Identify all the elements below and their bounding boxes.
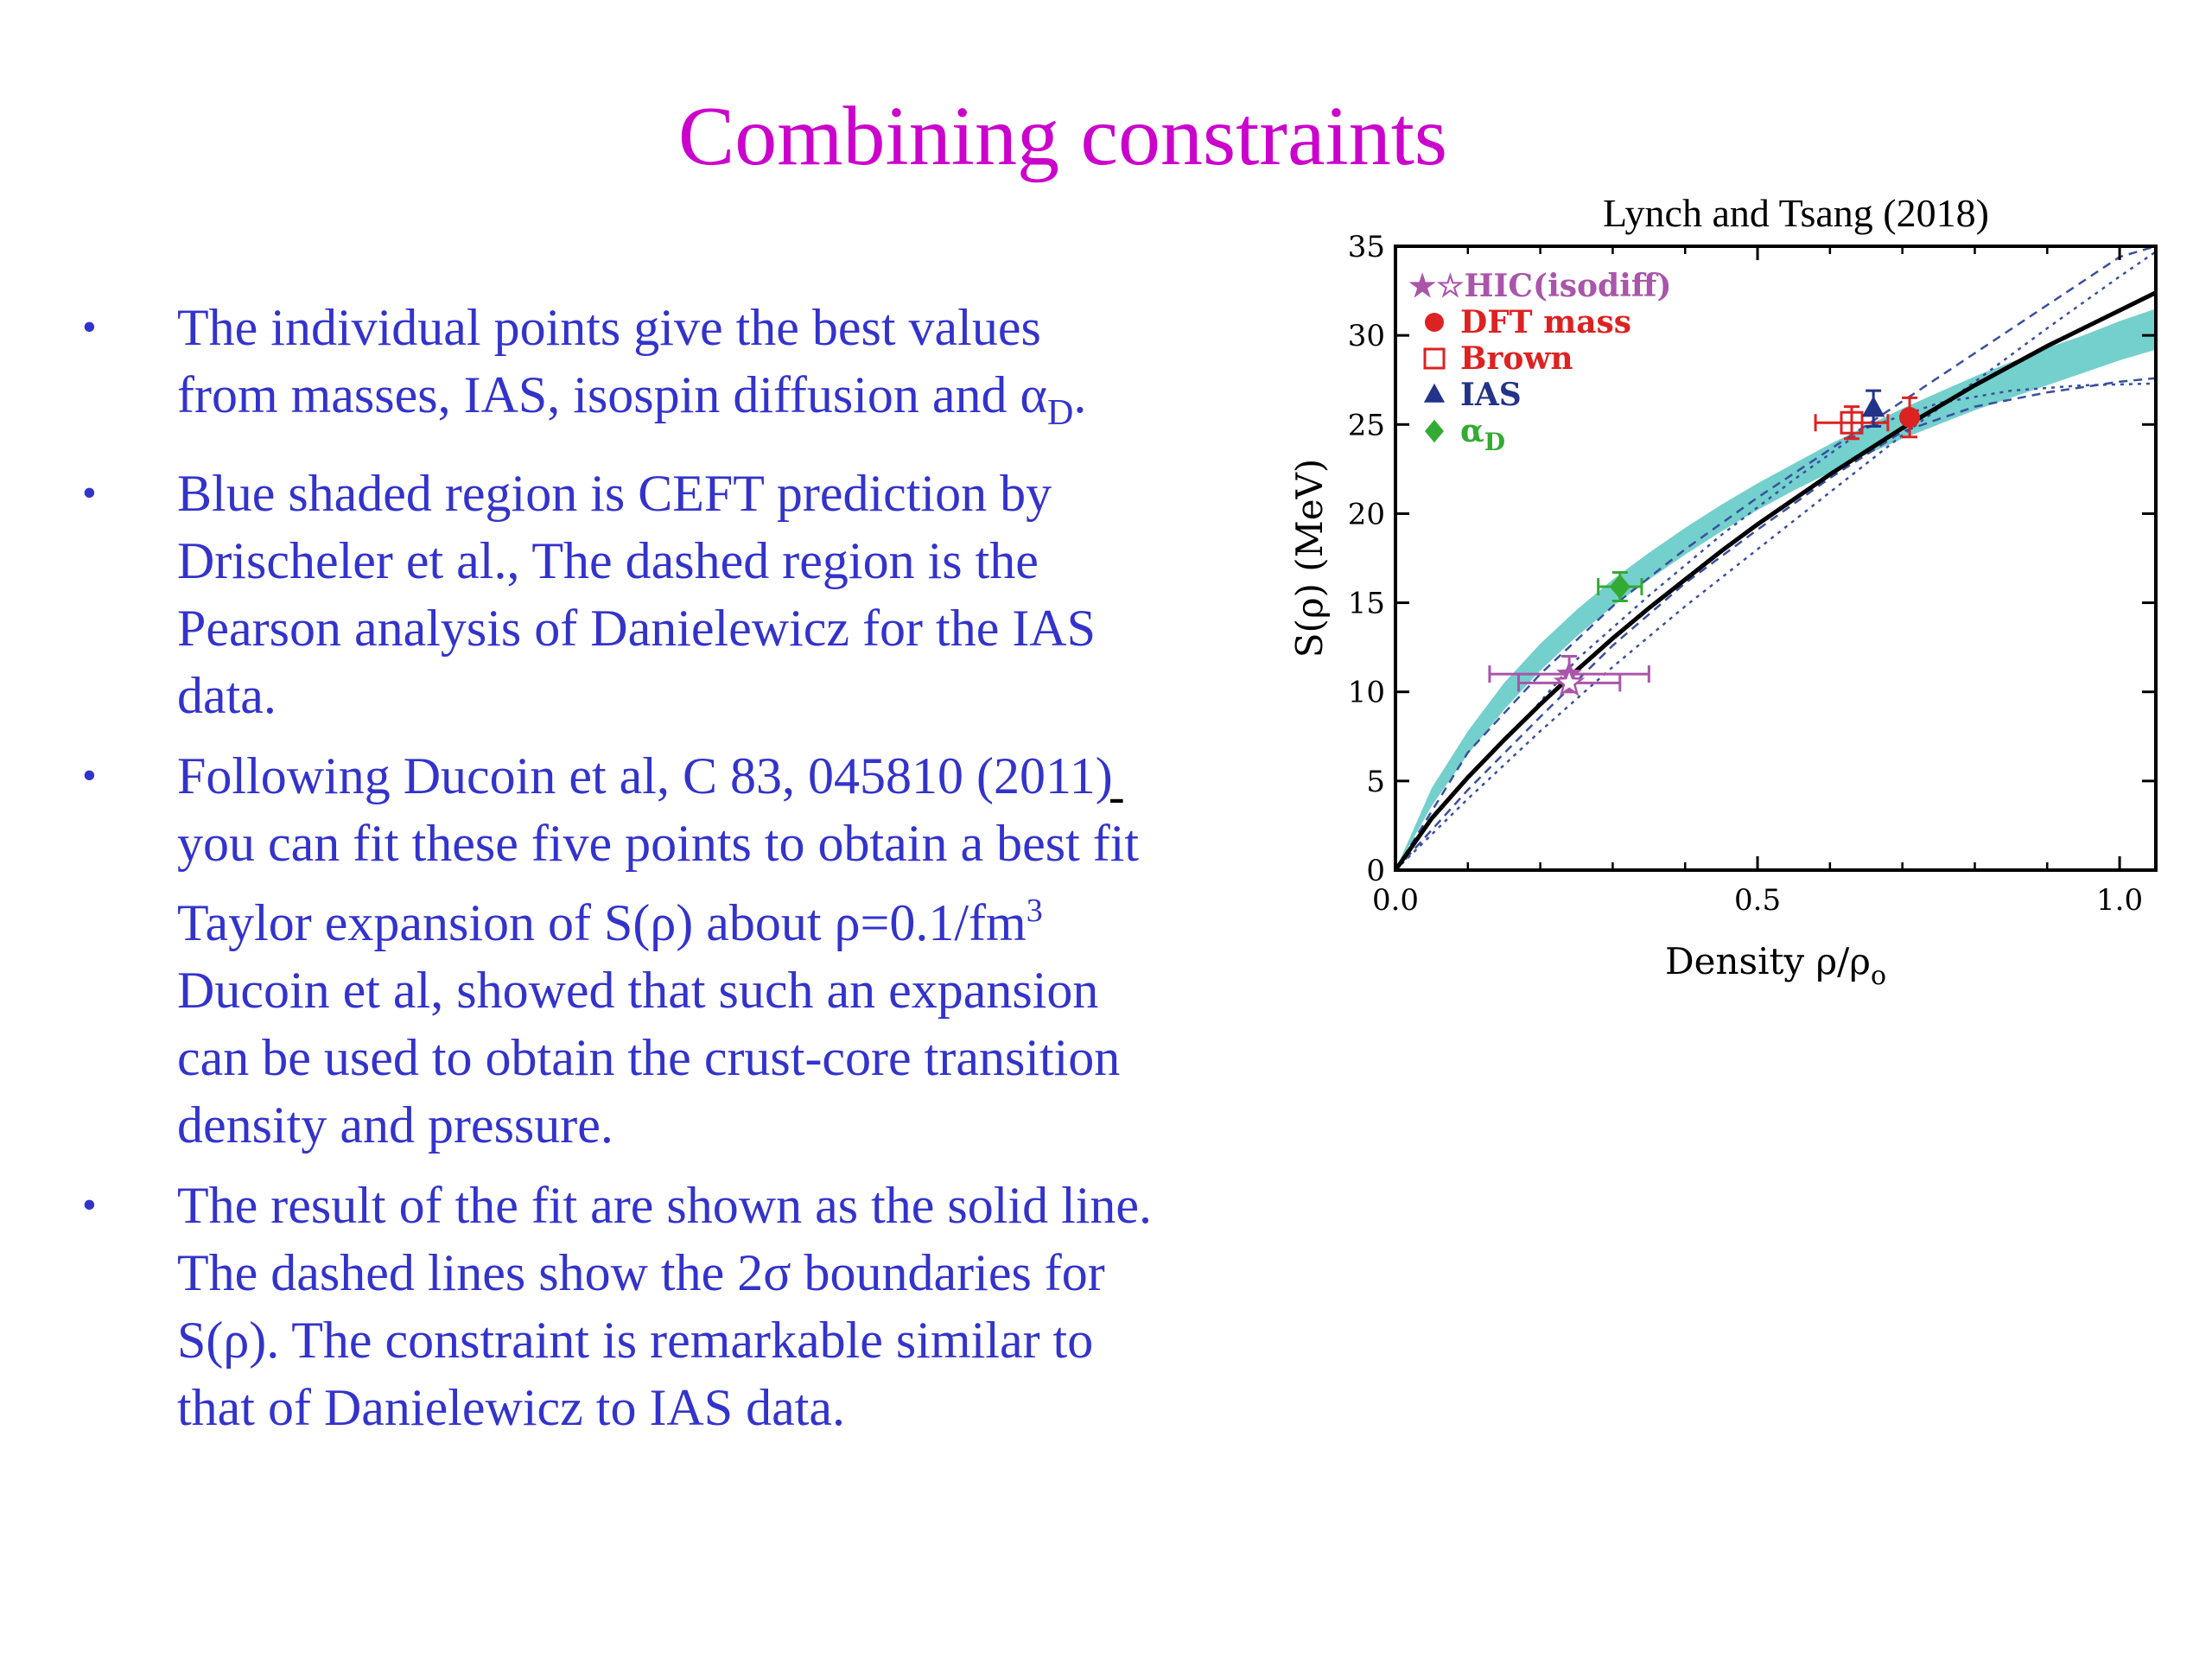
point-marker-circle [1425, 313, 1444, 332]
x-axis-label-subscript: o [1871, 961, 1887, 991]
chart-citation: Lynch and Tsang (2018) [1603, 191, 1989, 235]
bullet-text-end: . [1073, 366, 1087, 423]
bullet-item [82, 742, 1154, 1159]
x-axis-label: Density $\rho/\rho_o$ [1664, 940, 1887, 991]
symmetry-energy-chart [1253, 216, 2186, 994]
legend-label: ★☆HIC(isodiff) [1408, 268, 1672, 304]
bullet-superscript: 3 [1026, 893, 1043, 929]
x-tick-label: 0.0 [1371, 883, 1420, 918]
legend-label-subscript: D [1484, 428, 1505, 456]
bullet-list [82, 294, 1154, 1454]
bullet-glyph: • [82, 1182, 97, 1228]
bullet-item [82, 294, 1154, 447]
y-axis-label: S(ρ) (MeV) [1288, 458, 1331, 658]
bullet-text: The individual points give the best values from masses, IAS, isospin diffusion and α [177, 299, 1047, 423]
legend-label: DFT mass [1460, 304, 1632, 340]
y-tick-label: 30 [1347, 319, 1385, 354]
bullet-text: The result of the fit are shown as the solid line. The dashed lines show the 2σ boundaries for S(ρ). The constraint is remarkable similar to that of Danielewicz to IAS data. [177, 1177, 1153, 1436]
point-marker-circle [1899, 407, 1920, 428]
bullet-text: Blue shaded region is CEFT prediction by Drischeler et al., The dashed region is the Pearson analysis of Danielewicz for the IAS data. [177, 465, 1096, 724]
bullet-text: Following Ducoin et al, C 83, 045810 (2011) you can fit these five points to obtain a best fit Taylor expansion of S(ρ) about ρ=0.1/fm [177, 747, 1140, 951]
bullet-glyph: • [82, 470, 97, 516]
bullet-item [82, 460, 1154, 729]
x-tick-label: 1.0 [2096, 883, 2144, 918]
point-marker-triangle [1424, 384, 1445, 403]
chart-svg [1253, 216, 2186, 994]
x-tick-label: 0.5 [1734, 883, 1782, 918]
y-tick-label: 0 [1366, 854, 1385, 888]
y-tick-label: 5 [1366, 764, 1385, 799]
bullet-text-end: Ducoin et al, showed that such an expansion can be used to obtain the crust-core transition density and pressure. [177, 962, 1121, 1154]
stray-dash-mark: - [1109, 770, 1125, 823]
y-tick-label: 10 [1347, 675, 1385, 710]
y-tick-label: 20 [1347, 497, 1385, 532]
bullet-item [82, 1172, 1154, 1441]
y-tick-label: 35 [1347, 230, 1385, 264]
y-tick-label: 15 [1347, 586, 1385, 621]
point-marker-square [1425, 349, 1444, 368]
bullet-subscript: D [1046, 393, 1074, 433]
legend-label: Brown [1460, 340, 1573, 377]
legend-label: $\alpha_D$ [1460, 413, 1505, 456]
bullet-glyph: • [82, 753, 97, 798]
bullet-glyph: • [82, 304, 97, 350]
slide-title: Combining constraints [677, 90, 1448, 183]
y-tick-label: 25 [1347, 408, 1385, 443]
legend-label: IAS [1460, 377, 1522, 413]
point-marker-diamond [1425, 420, 1444, 442]
dashed-bound-line [1395, 378, 2156, 870]
point-marker-triangle [1862, 396, 1885, 416]
